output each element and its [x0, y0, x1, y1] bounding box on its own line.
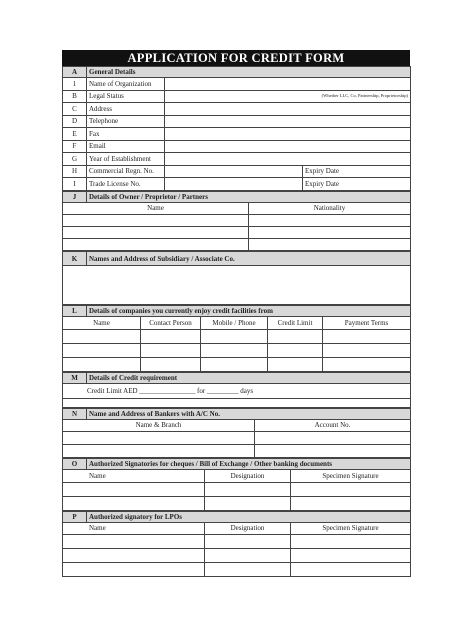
table-cell[interactable] [201, 357, 268, 371]
credit-facilities-table [62, 305, 411, 372]
section-code: L [63, 306, 87, 317]
section-code: K [63, 252, 87, 266]
table-cell[interactable] [291, 496, 411, 510]
table-cell[interactable] [63, 535, 205, 549]
section-code: P [63, 511, 87, 522]
section-heading-general: General Details [87, 67, 411, 78]
owner-name-cell[interactable] [63, 227, 249, 239]
table-cell[interactable] [63, 549, 205, 563]
subsidiary-table [62, 251, 411, 305]
section-heading-subsidiary: Names and Address of Subsidiary / Associate Co. [87, 252, 411, 266]
subsidiary-field[interactable] [63, 266, 411, 305]
column-header-name-branch: Name & Branch [63, 419, 255, 432]
column-header-name: Name [63, 317, 141, 330]
table-cell[interactable] [141, 343, 201, 357]
row-code: G [63, 153, 87, 166]
spacer-row [63, 398, 411, 407]
section-heading-signatories: Authorized Signatories for cheques / Bill of Exchange / Other banking documents [87, 459, 411, 470]
field-label-organization: Name of Organization [87, 78, 165, 91]
owner-nationality-cell[interactable] [249, 239, 411, 251]
account-no-cell[interactable] [255, 432, 411, 445]
table-cell[interactable] [291, 563, 411, 577]
row-code: 1 [63, 78, 87, 91]
bankers-table [62, 408, 411, 459]
fax-field[interactable] [165, 128, 411, 141]
table-cell[interactable] [63, 496, 205, 510]
table-cell[interactable] [323, 329, 411, 343]
field-label-expiry-date: Expiry Date [303, 165, 411, 178]
column-header-name: Name [63, 202, 249, 215]
field-label-telephone: Telephone [87, 115, 165, 128]
table-cell[interactable] [205, 549, 291, 563]
field-label-trade-license: Trade License No. [87, 178, 165, 191]
section-code: N [63, 408, 87, 419]
owner-name-cell[interactable] [63, 239, 249, 251]
column-header-name: Name [63, 470, 205, 483]
table-cell[interactable] [323, 357, 411, 371]
table-cell[interactable] [63, 329, 141, 343]
table-cell[interactable] [291, 549, 411, 563]
owner-nationality-cell[interactable] [249, 227, 411, 239]
section-code: A [63, 67, 87, 78]
column-header-designation: Designation [205, 522, 291, 535]
table-cell[interactable] [291, 535, 411, 549]
field-label-fax: Fax [87, 128, 165, 141]
address-field[interactable] [165, 103, 411, 116]
organization-field[interactable] [165, 78, 411, 91]
owners-table [62, 191, 411, 252]
column-header-account-no: Account No. [255, 419, 411, 432]
form-title: APPLICATION FOR CREDIT FORM [62, 50, 410, 66]
table-cell[interactable] [268, 357, 323, 371]
column-header-payment-terms: Payment Terms [323, 317, 411, 330]
lpo-signatory-table [62, 511, 411, 578]
table-cell[interactable] [205, 496, 291, 510]
field-label-address: Address [87, 103, 165, 116]
column-header-contact-person: Contact Person [141, 317, 201, 330]
row-code: F [63, 140, 87, 153]
credit-application-form [62, 50, 410, 577]
legal-status-note: (Whether LLC, Co, Partnership, Proprietorship) [321, 93, 409, 99]
section-heading-owners: Details of Owner / Proprietor / Partners [87, 191, 411, 202]
section-heading-credit: Details of Credit requirement [87, 372, 411, 383]
credit-requirement-table [62, 372, 411, 408]
row-code: C [63, 103, 87, 116]
account-no-cell[interactable] [255, 445, 411, 458]
column-header-name: Name [63, 522, 205, 535]
section-code: M [63, 372, 87, 383]
table-cell[interactable] [323, 343, 411, 357]
signatories-table [62, 458, 411, 511]
column-header-specimen-signature: Specimen Signature [291, 470, 411, 483]
row-code: B [63, 90, 87, 103]
section-heading-lpo: Authorized signatory for LPOs [87, 511, 411, 522]
column-header-specimen-signature: Specimen Signature [291, 522, 411, 535]
field-label-year: Year of Establishment [87, 153, 165, 166]
section-heading-bankers: Name and Address of Bankers with A/C No. [87, 408, 411, 419]
general-details-table [62, 66, 411, 191]
table-cell[interactable] [63, 482, 205, 496]
table-cell[interactable] [141, 329, 201, 343]
trade-license-field[interactable] [165, 178, 303, 191]
table-cell[interactable] [268, 329, 323, 343]
table-cell[interactable] [201, 329, 268, 343]
owner-name-cell[interactable] [63, 215, 249, 227]
table-cell[interactable] [205, 482, 291, 496]
credit-limit-line[interactable]: Credit Limit AED ________________ for _________ days [63, 383, 411, 398]
table-cell[interactable] [205, 563, 291, 577]
row-code: I [63, 178, 87, 191]
telephone-field[interactable] [165, 115, 411, 128]
commercial-regn-field[interactable] [165, 165, 303, 178]
bank-branch-cell[interactable] [63, 432, 255, 445]
column-header-mobile-phone: Mobile / Phone [201, 317, 268, 330]
table-cell[interactable] [63, 563, 205, 577]
table-cell[interactable] [63, 357, 141, 371]
field-label-commercial-regn: Commercial Regn. No. [87, 165, 165, 178]
field-label-email: Email [87, 140, 165, 153]
table-cell[interactable] [201, 343, 268, 357]
row-code: D [63, 115, 87, 128]
email-field[interactable] [165, 140, 411, 153]
section-heading-companies: Details of companies you currently enjoy credit facilities from [87, 306, 411, 317]
legal-status-field[interactable] [165, 90, 411, 103]
row-code: H [63, 165, 87, 178]
row-code: E [63, 128, 87, 141]
table-cell[interactable] [268, 343, 323, 357]
table-cell[interactable] [141, 357, 201, 371]
year-field[interactable] [165, 153, 411, 166]
field-label-legal-status: Legal Status [87, 90, 165, 103]
column-header-credit-limit: Credit Limit [268, 317, 323, 330]
table-cell[interactable] [205, 535, 291, 549]
table-cell[interactable] [63, 343, 141, 357]
section-code: O [63, 459, 87, 470]
column-header-nationality: Nationality [249, 202, 411, 215]
owner-nationality-cell[interactable] [249, 215, 411, 227]
section-code: J [63, 191, 87, 202]
table-cell[interactable] [291, 482, 411, 496]
field-label-expiry-date: Expiry Date [303, 178, 411, 191]
column-header-designation: Designation [205, 470, 291, 483]
bank-branch-cell[interactable] [63, 445, 255, 458]
